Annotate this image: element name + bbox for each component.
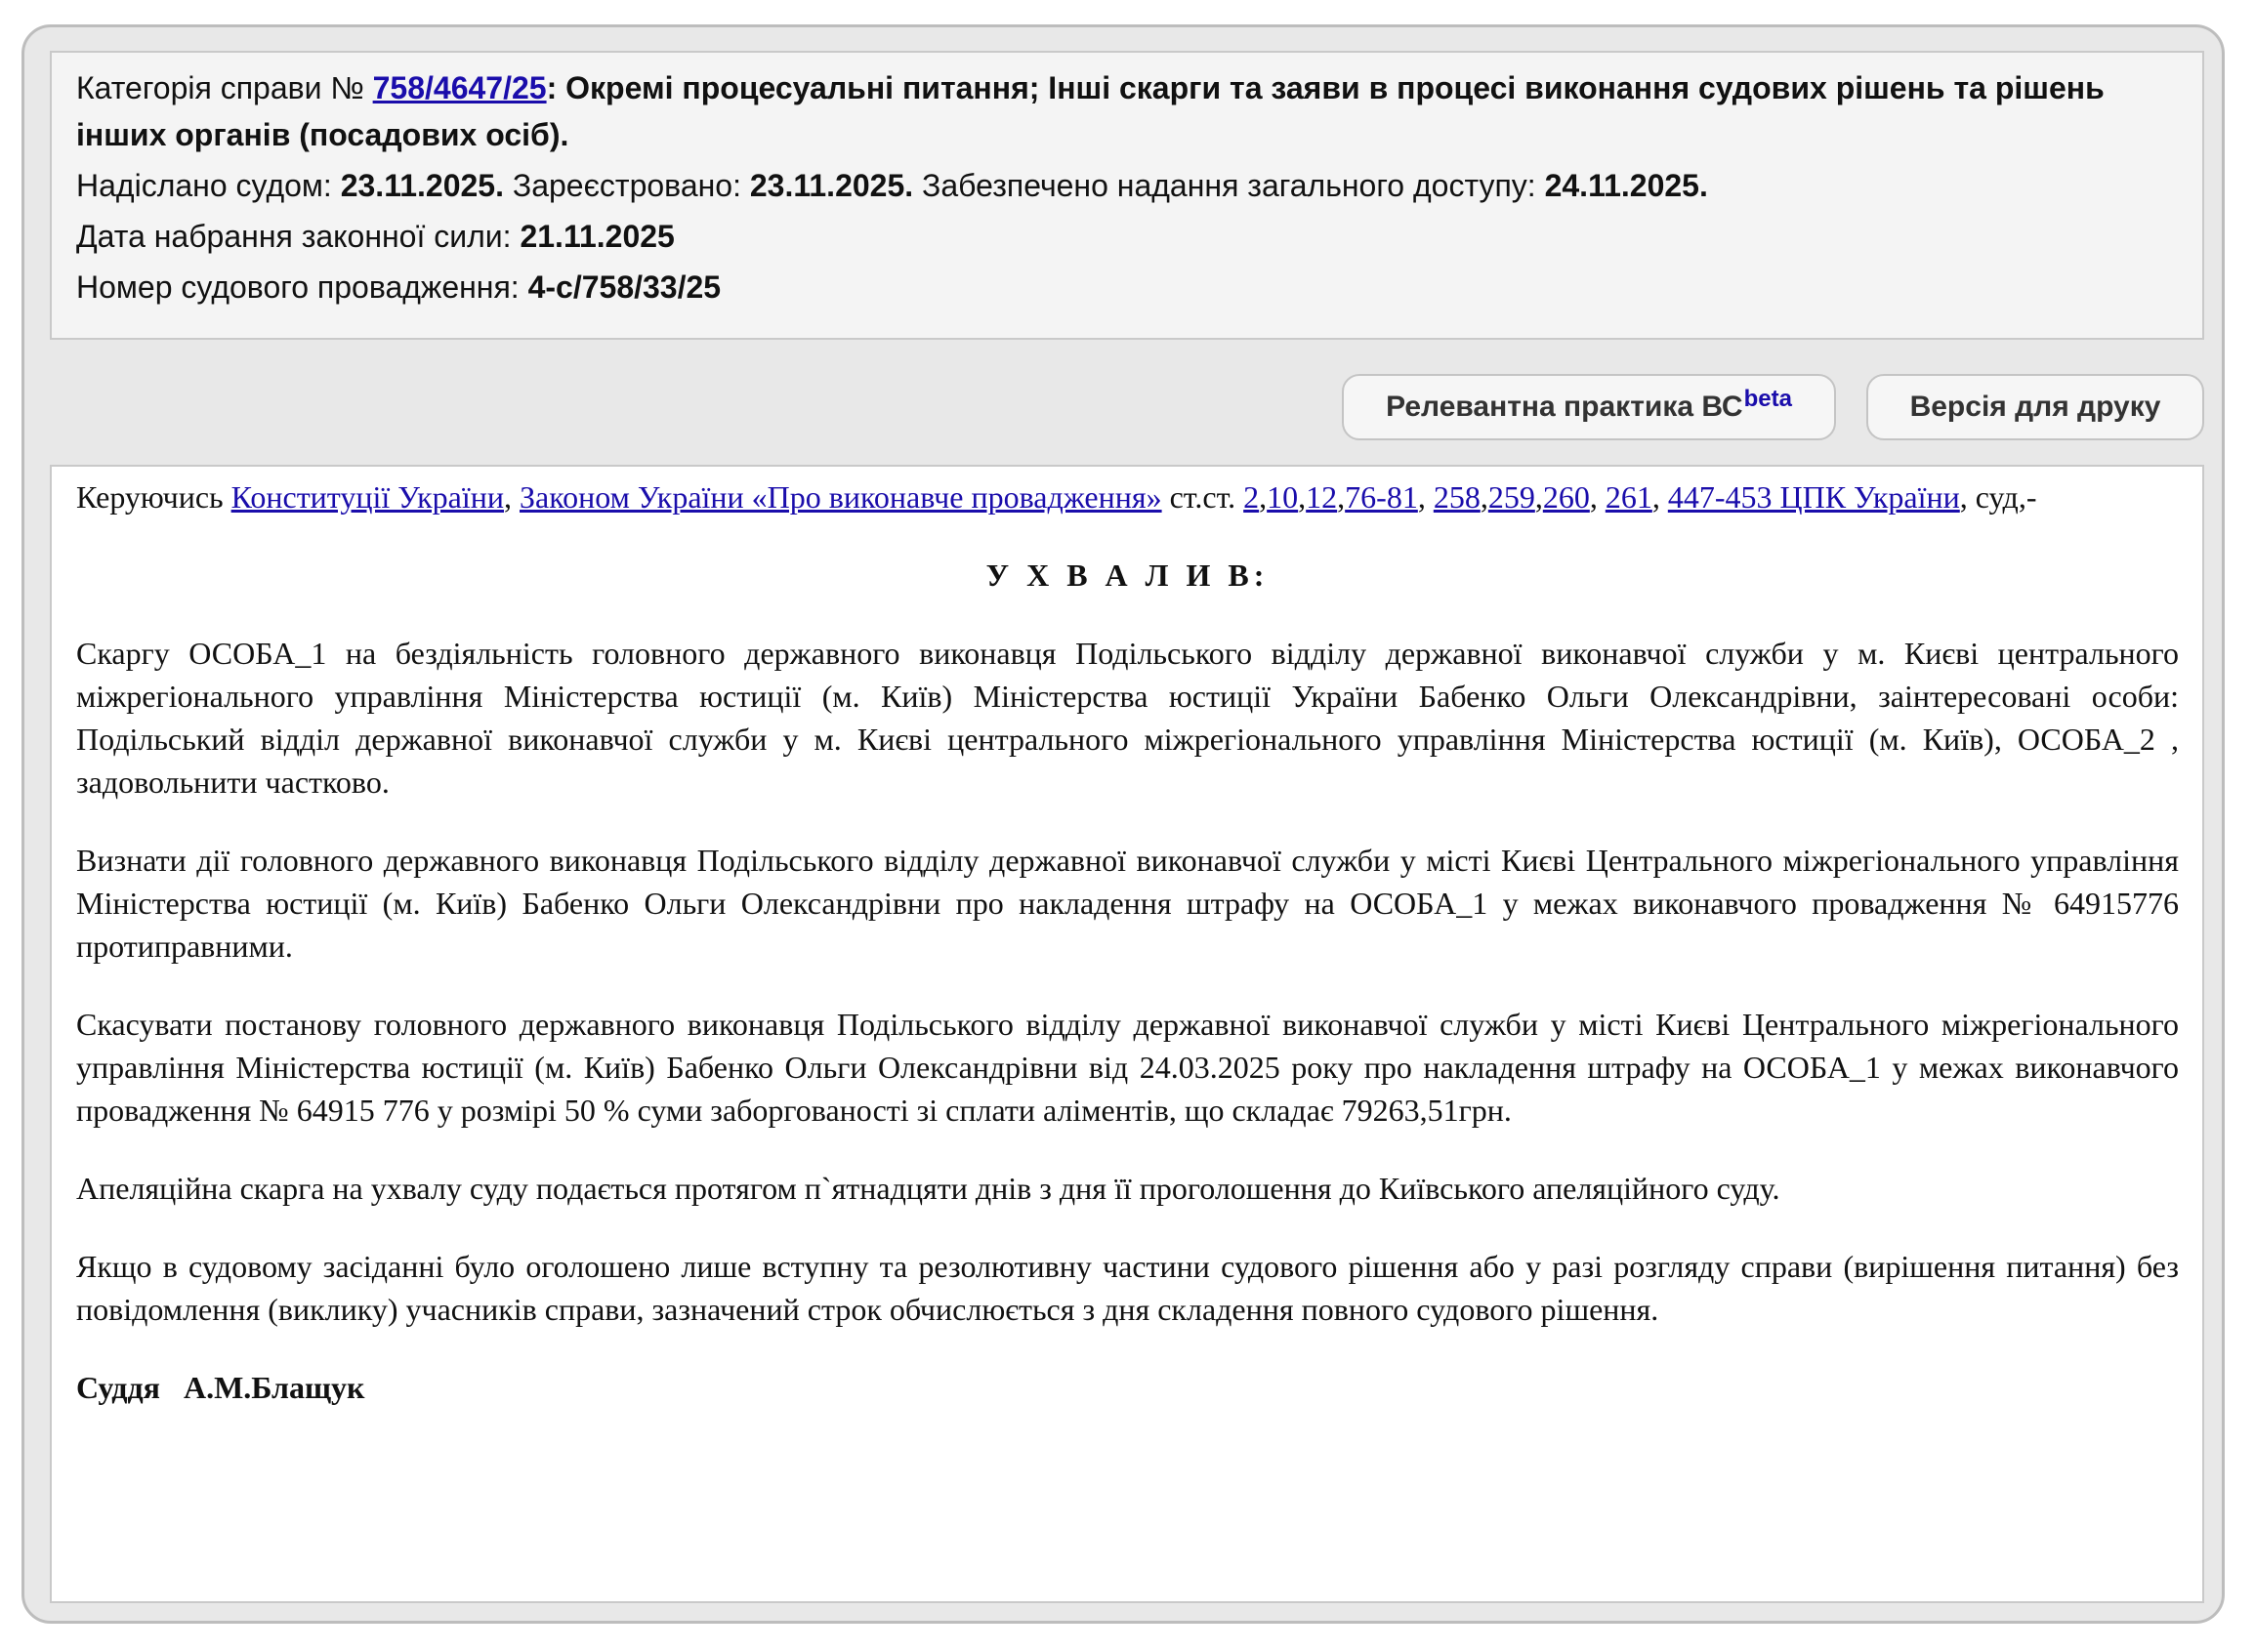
separator: ,	[1337, 479, 1346, 515]
decision-paragraph-2: Визнати дії головного державного виконавця Подільського відділу державної виконавчої служби у місті Києві Центрального міжрегіонального управління Міністерства юстиції (м. Київ) Бабенко Ольги Олександрівни про накладення штрафу на ОСОБА_1 у межах виконавчого провадження № 64915776 протиправними.	[76, 843, 2179, 964]
case-category-label: Категорія справи №	[76, 70, 373, 105]
article-10-link[interactable]: 10	[1267, 479, 1299, 515]
decision-paragraph-5: Якщо в судовому засіданні було оголошено лише вступну та резолютивну частини судового рішення або у разі розгляду справи (вирішення питання) без повідомлення (виклику) учасників справи, зазначений строк обчислюється з дня складення повного судового рішення.	[76, 1249, 2179, 1327]
proceeding-label: Номер судового провадження:	[76, 269, 528, 305]
article-261-link[interactable]: 261	[1605, 479, 1652, 515]
article-447-453-link[interactable]: 447-453 ЦПК України	[1667, 479, 1960, 515]
case-info-panel	[50, 51, 2204, 340]
article-259-link[interactable]: 259	[1487, 479, 1535, 515]
legal-force-date: 21.11.2025	[520, 219, 675, 254]
legal-force-line	[76, 213, 2178, 260]
registered-label: Зареєстровано:	[503, 168, 750, 203]
separator: ,	[1589, 479, 1606, 515]
decision-text-panel	[50, 465, 2204, 1603]
separator: ,	[1259, 479, 1268, 515]
sent-date: 23.11.2025.	[340, 168, 504, 203]
article-260-link[interactable]: 260	[1542, 479, 1590, 515]
intro-prefix: Керуючись	[76, 479, 231, 515]
article-258-link[interactable]: 258	[1433, 479, 1481, 515]
separator: ,	[1480, 479, 1488, 515]
beta-badge: beta	[1743, 386, 1792, 412]
separator: ,	[1417, 479, 1434, 515]
article-2-link[interactable]: 2	[1243, 479, 1260, 515]
judge-signature: Суддя А.М.Блащук	[76, 1370, 365, 1405]
separator: ,	[504, 479, 520, 515]
intro-paragraph	[76, 475, 2179, 518]
decision-paragraph-3: Скасувати постанову головного державного виконавця Подільського відділу державної виконавчої служби у місті Києві Центрального міжрегіонального управління Міністерства юстиції (м. Київ) Бабенко Ольги Олександрівни від 24.03.2025 року про накладення штрафу на ОСОБА_1 у межах виконавчого провадження № 64915 776 у розмірі 50 % суми заборгованості зі сплати аліментів, що складає 79263,51грн.	[76, 1007, 2179, 1128]
proceeding-number: 4-с/758/33/25	[527, 269, 722, 305]
access-label: Забезпечено надання загального доступу:	[913, 168, 1545, 203]
relevant-practice-button[interactable]	[1342, 374, 1836, 440]
case-dates-line	[76, 162, 2178, 209]
intro-suffix: , суд,-	[1959, 479, 2037, 515]
relevant-practice-label: Релевантна практика ВС	[1386, 391, 1743, 423]
separator: ,	[1534, 479, 1543, 515]
print-version-label: Версія для друку	[1909, 391, 2161, 423]
articles-prefix: ст.ст.	[1161, 479, 1244, 515]
print-version-button[interactable]	[1866, 374, 2204, 440]
proceeding-line	[76, 264, 2178, 310]
article-76-81-link[interactable]: 76-81	[1345, 479, 1418, 515]
decision-paragraph-4: Апеляційна скарга на ухвалу суду подається протягом п`ятнадцяти днів з дня її проголошення до Київського апеляційного суду.	[76, 1171, 1780, 1206]
document-viewer	[21, 24, 2225, 1624]
decision-paragraph-1: Скаргу ОСОБА_1 на бездіяльність головного державного виконавця Подільського відділу державної виконавчої служби у м. Києві центрального міжрегіонального управління Міністерства юстиції (м. Київ) Міністерства юстиції України Бабенко Ольги Олександрівни, заінтересовані особи: Подільський відділ державної виконавчої служби у м. Києві центрального міжрегіонального управління Міністерства юстиції (м. Київ), ОСОБА_2 , задовольнити частково.	[76, 636, 2179, 800]
case-number-link[interactable]: 758/4647/25	[372, 70, 547, 105]
case-category-text: : Окремі процесуальні питання; Інші скарги та заяви в процесі виконання судових рішень та рішень інших органів (посадових осіб).	[76, 70, 2105, 152]
sent-label: Надіслано судом:	[76, 168, 341, 203]
law-link[interactable]: Законом України «Про виконавче провадження»	[520, 479, 1162, 515]
separator: ,	[1298, 479, 1307, 515]
decision-heading: У Х В А Л И В:	[985, 558, 1270, 593]
separator: ,	[1651, 479, 1668, 515]
legal-force-label: Дата набрання законної сили:	[76, 219, 521, 254]
access-date: 24.11.2025.	[1544, 168, 1708, 203]
registered-date: 23.11.2025.	[749, 168, 914, 203]
constitution-link[interactable]: Конституції України	[230, 479, 504, 515]
article-12-link[interactable]: 12	[1306, 479, 1338, 515]
case-category-line	[76, 64, 2178, 158]
